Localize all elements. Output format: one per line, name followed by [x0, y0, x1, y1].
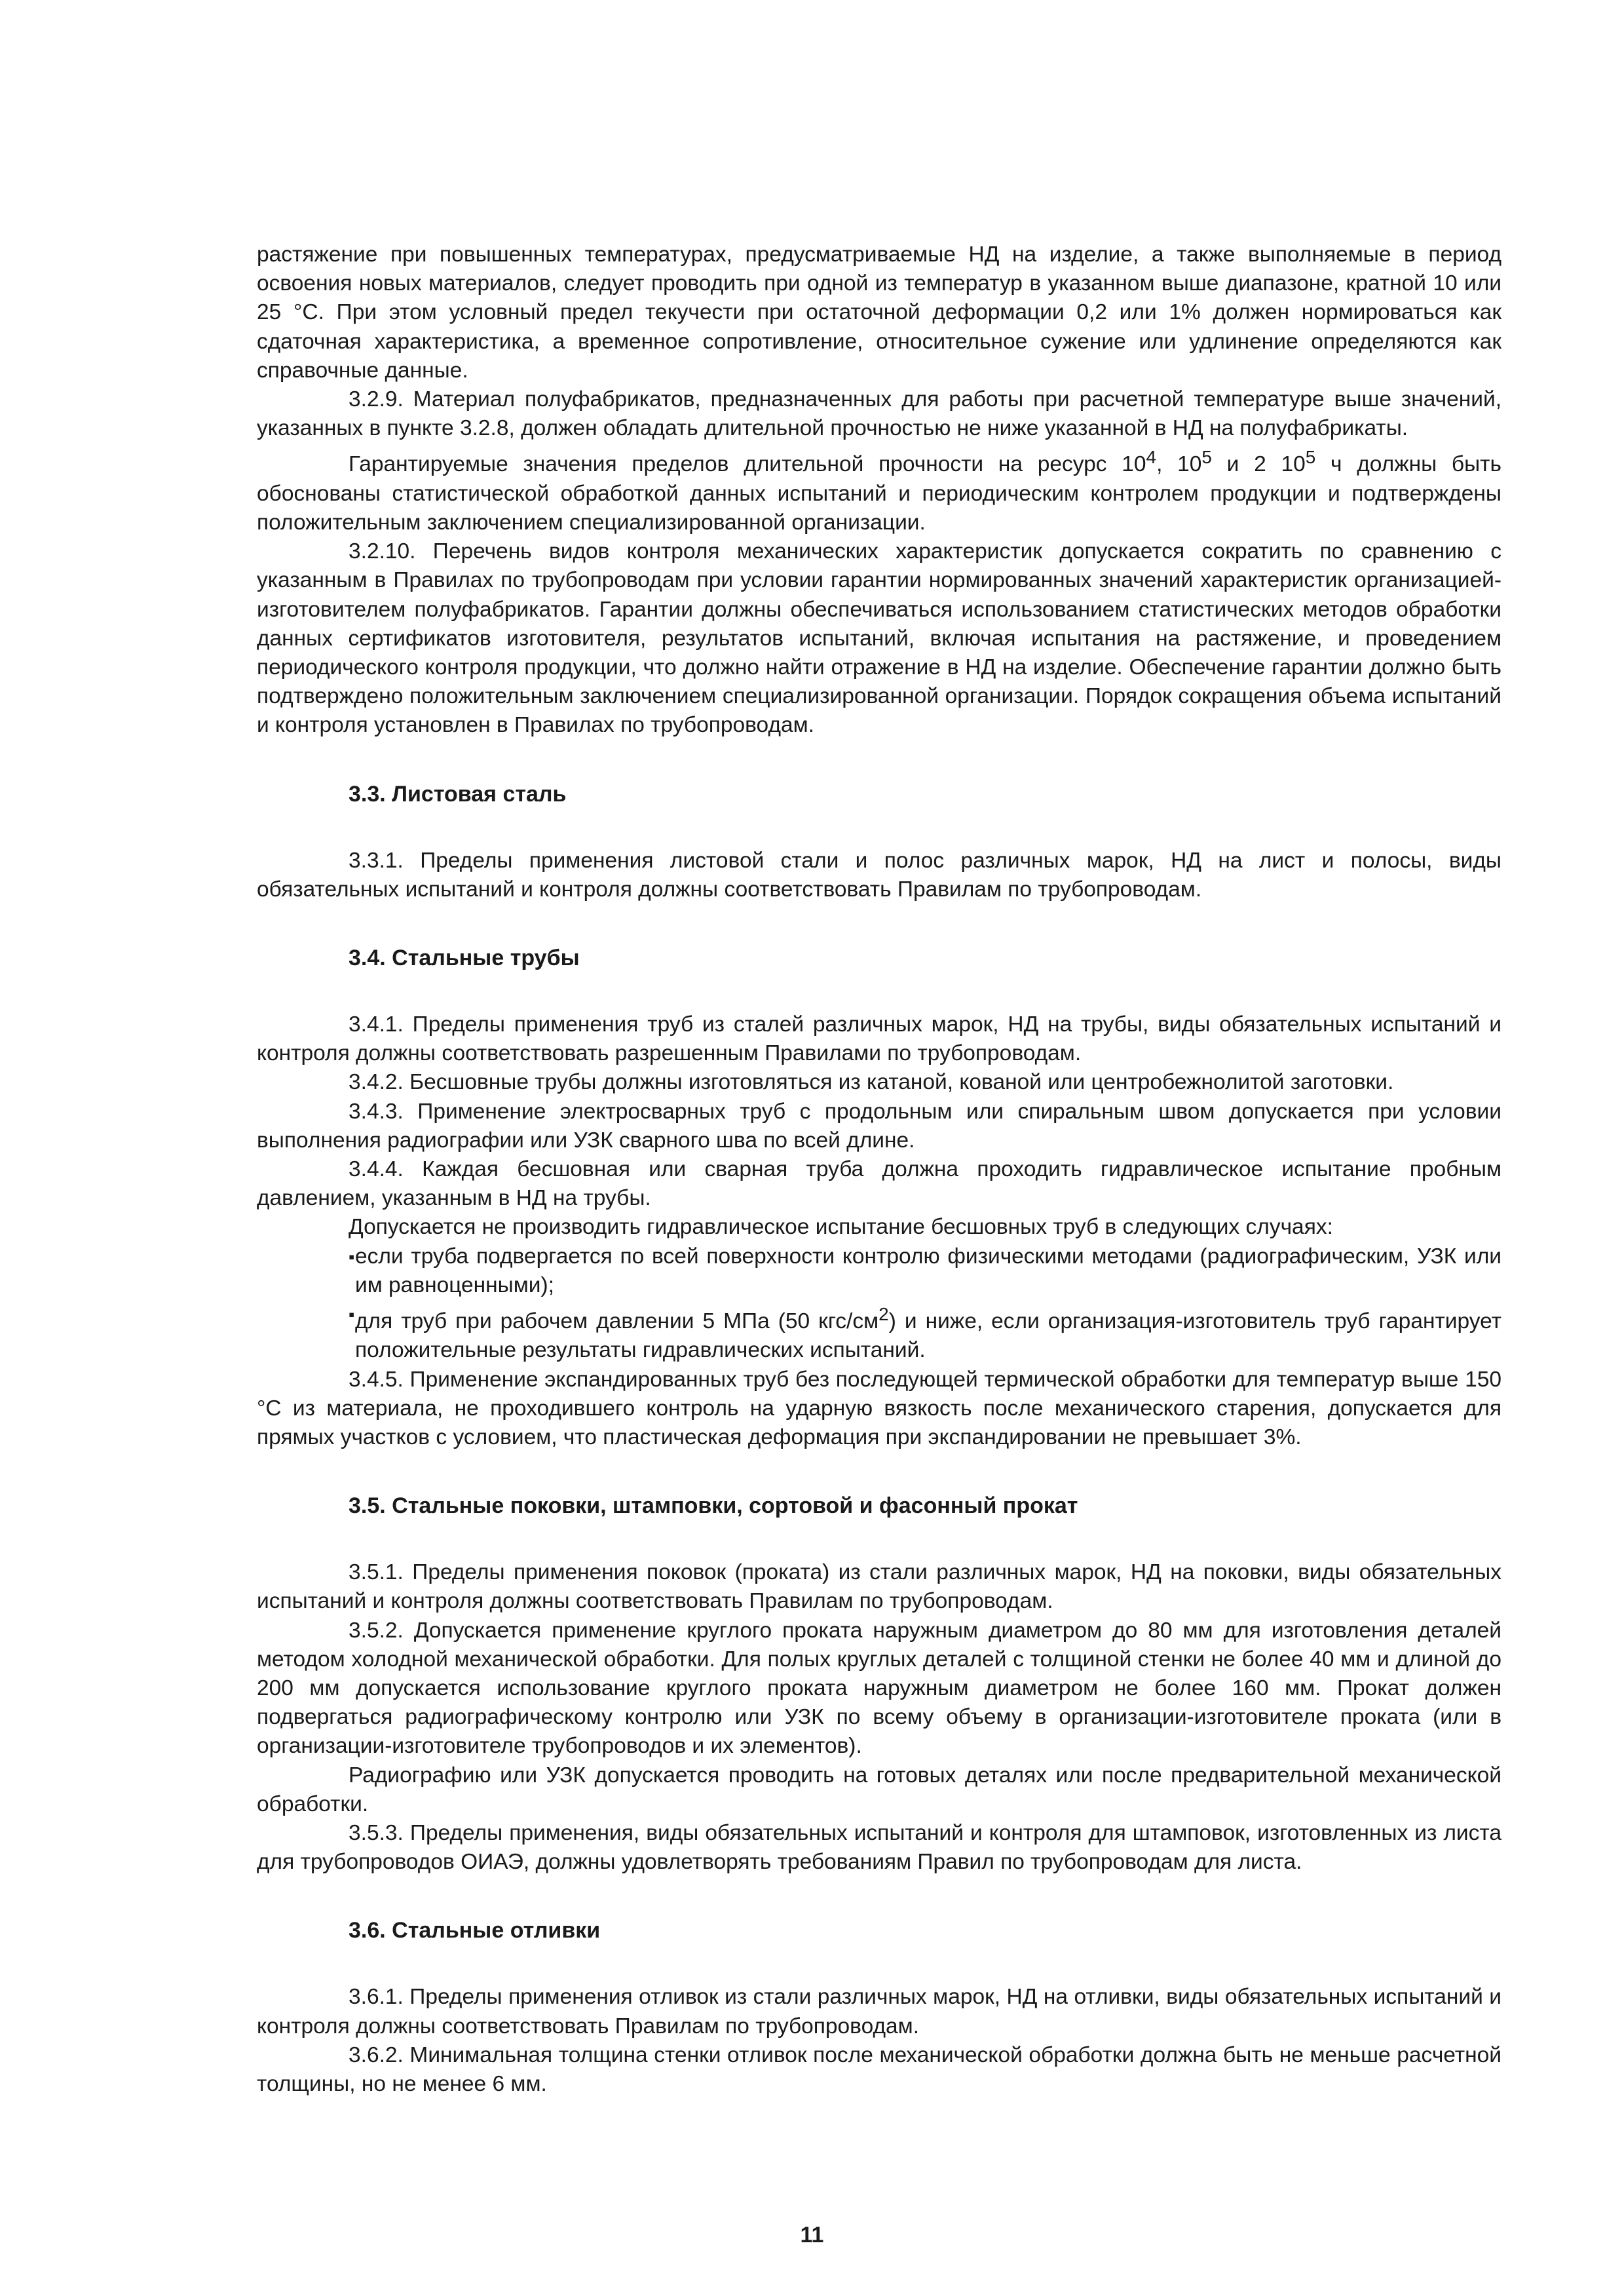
paragraph-3-5-3: 3.5.3. Пределы применения, виды обязательных испытаний и контроля для штамповок, изготовленных из листа для трубопроводов ОИАЭ, должны удовлетворять требованиям Правил по трубопроводам для листа.: [257, 1821, 1501, 1875]
paragraph-3-4-2: 3.4.2. Бесшовные трубы должны изготовляться из катаной, кованой или центробежнолитой заготовки.: [349, 1070, 1394, 1095]
section-heading-3-4: 3.4. Стальные трубы: [349, 946, 580, 971]
document-page: [257, 240, 1501, 2099]
paragraph-3-2-10: 3.2.10. Перечень видов контроля механических характеристик допускается сократить по сравнению с указанным в Правилах по трубопроводам при условии гарантии нормированных значений характеристик организацией-изготовителем полуфабрикатов. Гарантии должны обеспечиваться использованием статистических методов обработки данных сертификатов изготовителя, результатов испытаний, включая испытания на растяжение, и проведением периодического контроля продукции, что должно найти отражение в НД на изделие. Обеспечение гарантии должно быть подтверждено положительным заключением специализированной организации. Порядок сокращения объема испытаний и контроля установлен в Правилах по трубопроводам.: [257, 539, 1501, 738]
paragraph-hydro-exemption: Допускается не производить гидравлическое испытание бесшовных труб в следующих случаях:: [349, 1215, 1333, 1240]
paragraph-guaranteed-values: Гарантируемые значения пределов длительной прочности на ресурс $10^4$, $10^5$ и 2 $10^5$ ч должны быть обоснованы статистической обработкой данных испытаний и периодическим контролем продукции и подтверждены положительным заключением специализированной организации.: [257, 447, 1501, 535]
paragraph-3-4-3: 3.4.3. Применение электросварных труб с продольным или спиральным швом допускается при условии выполнения радиографии или УЗК сварного шва по всей длине.: [257, 1099, 1501, 1153]
section-heading-3-5: 3.5. Стальные поковки, штамповки, сортовой и фасонный прокат: [349, 1493, 1078, 1519]
paragraph-3-6-2: 3.6.2. Минимальная толщина стенки отливок после механической обработки должна быть не меньше расчетной толщины, но не менее 6 мм.: [257, 2042, 1501, 2097]
paragraph-3-3-1: 3.3.1. Пределы применения листовой стали и полос различных марок, НД на лист и полосы, виды обязательных испытаний и контроля должны соответствовать Правилам по трубопроводам.: [257, 848, 1501, 902]
paragraph-3-6-1: 3.6.1. Пределы применения отливок из стали различных марок, НД на отливки, виды обязательных испытаний и контроля должны соответствовать Правилам по трубопроводам.: [257, 1985, 1501, 2038]
paragraph-3-5-1: 3.5.1. Пределы применения поковок (проката) из стали различных марок, НД на поковки, виды обязательных испытаний и контроля должны соответствовать Правилам по трубопроводам.: [257, 1560, 1501, 1614]
section-heading-3-6: 3.6. Стальные отливки: [349, 1918, 601, 1943]
exemption-list: [257, 1242, 1501, 1366]
paragraph-3-4-5: 3.4.5. Применение экспандированных труб без последующей термической обработки для температур выше 150 °С из материала, не проходившего контроль на ударную вязкость после механического старения, допускается для прямых участков с условием, что пластическая деформация при экспандировании не превышает 3%.: [257, 1367, 1501, 1450]
paragraph-continuation: растяжение при повышенных температурах, предусматриваемые НД на изделие, а также выполняемые в период освоения новых материалов, следует проводить при одной из температур в указанном выше диапазоне, кратной 10 или 25 °С. При этом условный предел текучести при остаточной деформации 0,2 или 1% должен нормироваться как сдаточная характеристика, а временное сопротивление, относительное сужение или удлинение определяются как справочные данные.: [257, 242, 1501, 383]
paragraph-3-2-9: 3.2.9. Материал полуфабрикатов, предназначенных для работы при расчетной температуре выше значений, указанных в пункте 3.2.8, должен обладать длительной прочностью не ниже указанной в НД на полуфабрикаты.: [257, 387, 1501, 441]
paragraph-3-5-2: 3.5.2. Допускается применение круглого проката наружным диаметром до 80 мм для изготовления деталей методом холодной механической обработки. Для полых круглых деталей с толщиной стенки не более 40 мм и длиной до 200 мм допускается использование круглого проката наружным диаметром не более 160 мм. Прокат должен подвергаться радиографическому контролю или УЗК по всему объему в организации-изготовителе проката (или в организации-изготовителе трубопроводов и их элементов).: [257, 1618, 1501, 1759]
section-heading-3-3: 3.3. Листовая сталь: [349, 781, 567, 807]
page-number: 11: [800, 2223, 824, 2248]
paragraph-3-4-1: 3.4.1. Пределы применения труб из сталей различных марок, НД на трубы, виды обязательных испытаний и контроля должны соответствовать разрешенным Правилами по трубопроводам.: [257, 1012, 1501, 1066]
paragraph-3-4-4: 3.4.4. Каждая бесшовная или сварная труба должна проходить гидравлическое испытание пробным давлением, указанным в НД на трубы.: [257, 1157, 1501, 1211]
list-item: ▪ для труб при рабочем давлении 5 МПа (50 кгс/$см^2$) и ниже, если организация-изготовитель труб гарантирует положительные результаты гидравлических испытаний.: [257, 1300, 1501, 1366]
list-item: ▪ если труба подвергается по всей поверхности контролю физическими методами (радиографическим, УЗК или им равноценными);: [257, 1242, 1501, 1300]
paragraph-radiography: Радиографию или УЗК допускается проводить на готовых деталях или после предварительной механической обработки.: [257, 1763, 1501, 1816]
